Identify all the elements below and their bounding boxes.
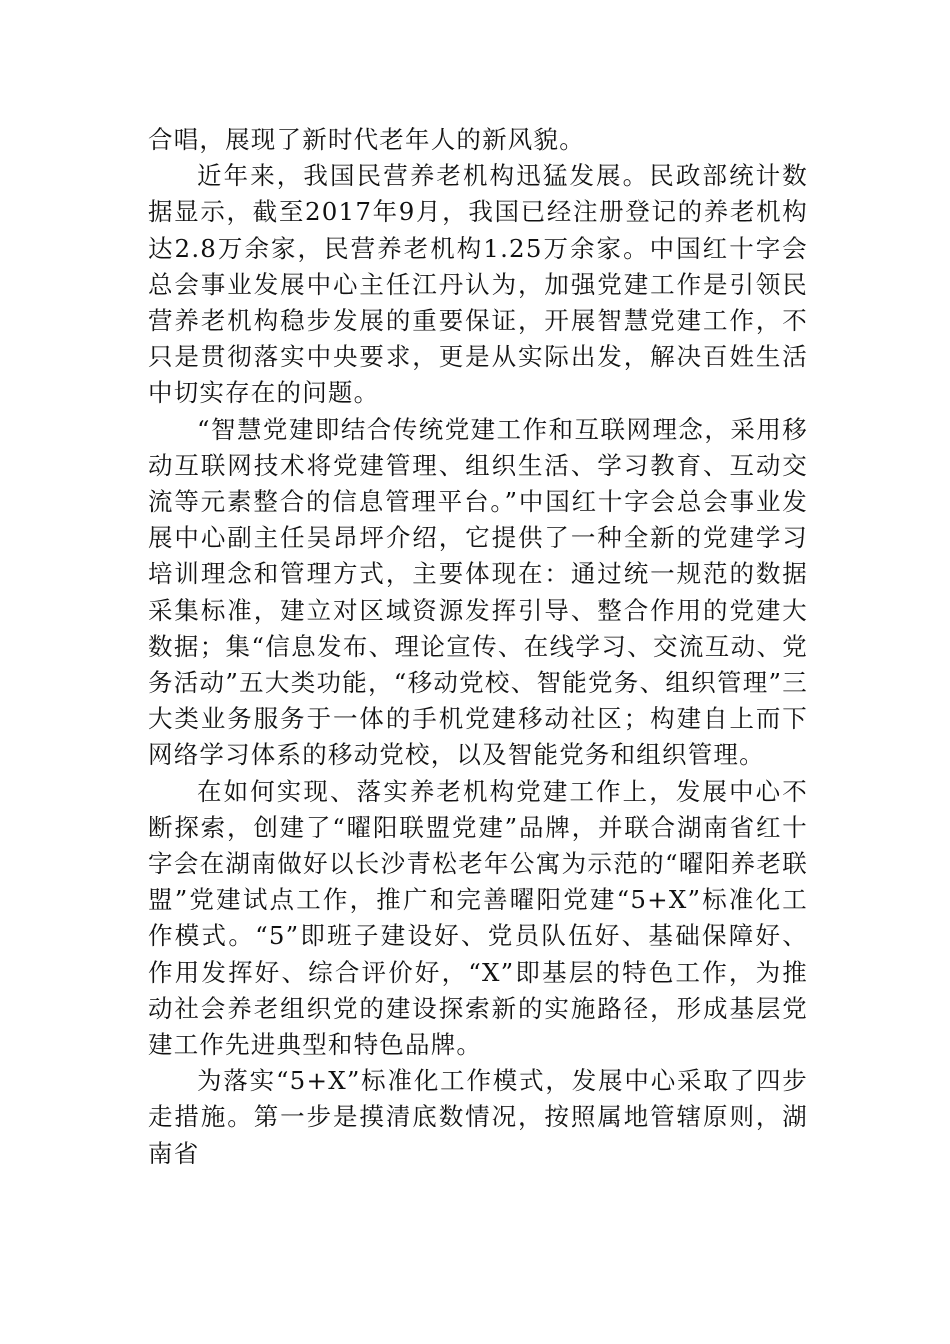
body-text xyxy=(148,122,808,1172)
paragraph-1: 合唱，展现了新时代老年人的新风貌。 xyxy=(148,125,585,154)
paragraph-3: “智慧党建即结合传统党建工作和互联网理念，采用移动互联网技术将党建管理、组织生活、学习教育、互动交流等元素整合的信息管理平台。”中国红十字会总会事业发展中心副主任吴昂坪介绍，它提供了一种全新的党建学习培训理念和管理方式，主要体现在：通过统一规范的数据采集标准，建立对区域资源发挥引导、整合作用的党建大数据；集“信息发布、理论宣传、在线学习、交流互动、党务活动”五大类功能，“移动党校、智能党务、组织管理”三大类业务服务于一体的手机党建移动社区；构建自上而下网络学习体系的移动党校，以及智能党务和组织管理。 xyxy=(148,414,808,770)
paragraph-2: 近年来，我国民营养老机构迅猛发展。民政部统计数据显示，截至2017年9月，我国已经注册登记的养老机构达2.8万余家，民营养老机构1.25万余家。中国红十字会总会事业发展中心主任江丹认为，加强党建工作是引领民营养老机构稳步发展的重要保证，开展智慧党建工作，不只是贯彻落实中央要求，更是从实际出发，解决百姓生活中切实存在的问题。 xyxy=(148,161,808,408)
paragraph-4: 在如何实现、落实养老机构党建工作上，发展中心不断探索，创建了“曜阳联盟党建”品牌，并联合湖南省红十字会在湖南做好以长沙青松老年公寓为示范的“曜阳养老联盟”党建试点工作，推广和完善曜阳党建“5+X”标准化工作模式。“5”即班子建设好、党员队伍好、基础保障好、作用发挥好、综合评价好，“X”即基层的特色工作，为推动社会养老组织党的建设探索新的实施路径，形成基层党建工作先进典型和特色品牌。 xyxy=(148,776,808,1060)
paragraph-5: 为落实“5+X”标准化工作模式，发展中心采取了四步走措施。第一步是摸清底数情况，按照属地管辖原则，湖南省 xyxy=(148,1066,808,1168)
